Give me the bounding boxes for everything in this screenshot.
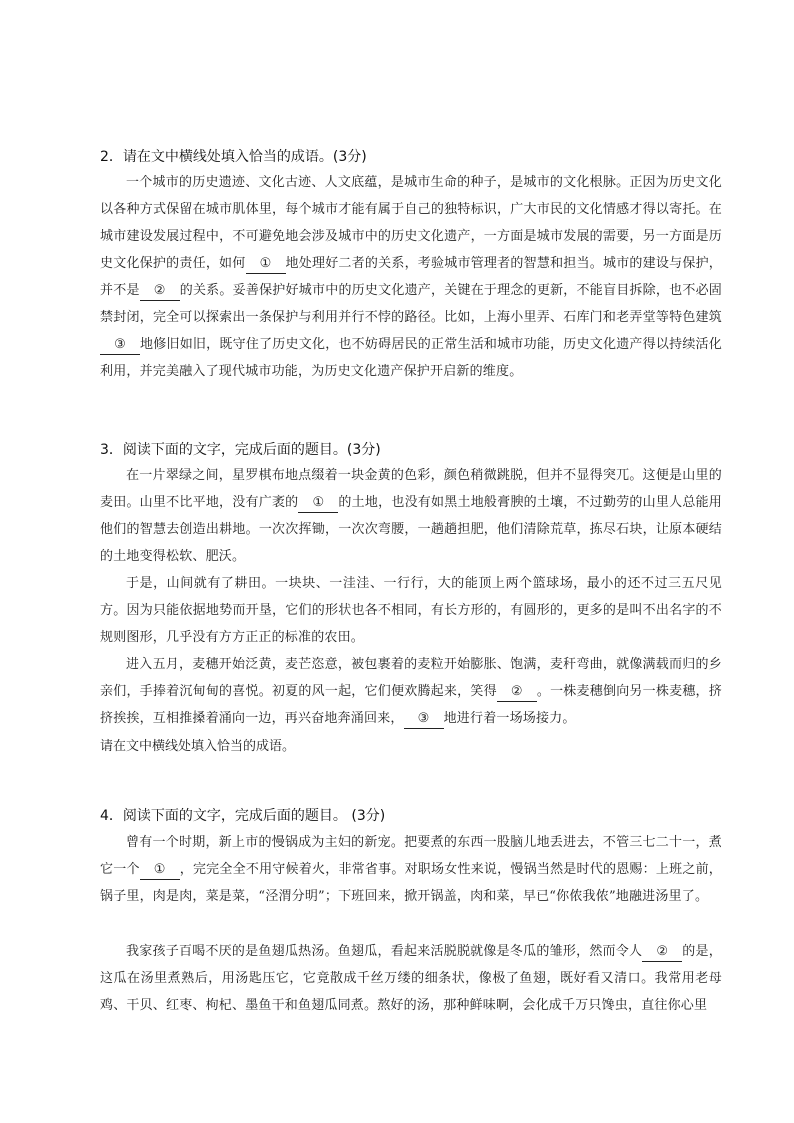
passage-text: 。一株麦穗倒向另一株麦穗，挤挤挨挨，互相推搡着涌向一边，再兴奋地奔涌回来， (100, 684, 722, 726)
passage-text: 进入五月，麦穗开始泛黄，麦芒恣意，被包裹着的麦粒开始膨胀、饱满，麦秆弯曲，就像满载而归的乡亲们，手捧着沉甸甸的喜悦。初夏的风一起，它们便欢腾起来，笑得 (100, 657, 722, 699)
question-2-passage (100, 169, 722, 385)
question-4-passage-p2 (100, 938, 722, 1019)
fill-blank-1[interactable]: ① (298, 494, 338, 513)
question-3-passage-p2: 于是，山间就有了耕田。一块块、一洼洼、一行行，大的能顶上两个篮球场，最小的还不过三五尺见方。因为只能依据地势而开垦，它们的形状也各不相同，有长方形的，有圆形的，更多的是叫不出名字的不规则图形，几乎没有方方正正的标准的农田。 (100, 576, 722, 645)
passage-text: 在一片翠绿之间，星罗棋布地点缀着一块金黄的色彩，颜色稍微跳脱，但并不显得突兀。这便是山里的麦田。山里不比平地，没有广袤的 (100, 468, 722, 510)
question-4-title: 4．阅读下面的文字，完成后面的题目。 (3分) (100, 808, 386, 824)
fill-blank-2[interactable]: ② (642, 943, 682, 962)
passage-text: 地处理好二者的关系，考验城市管理者的智慧和担当。城市的建设与保护，并不是 (100, 256, 722, 298)
question-3-title: 3．阅读下面的文字，完成后面的题目。(3分) (100, 442, 381, 458)
passage-text: 的关系。妥善保护好城市中的历史文化遗产，关键在于理念的更新，不能盲目拆除，也不必固禁封闭，完全可以探索出一条保护与利用并行不悖的路径。比如，上海小里弄、石库门和老弄堂等特色建筑 (100, 283, 722, 325)
fill-blank-3[interactable]: ③ (404, 710, 444, 729)
question-3-passage-p1 (100, 462, 722, 570)
passage-text: 曾有一个时期，新上市的慢锅成为主妇的新宠。把要煮的东西一股脑儿地丢进去，不管三七二十一，煮它一个 (100, 835, 722, 877)
question-4-passage-p1 (100, 829, 722, 910)
passage-text: 一个城市的历史遗迹、文化古迹、人文底蕴，是城市生命的种子，是城市的文化根脉。正因为历史文化以各种方式保留在城市肌体里，每个城市才能有属于自己的独特标识，广大市民的文化情感才得以寄托。在城市建设发展过程中，不可避免地会涉及城市中的历史文化遗产，一方面是城市发展的需要，另一方面是历史文化保护的责任，如何 (100, 175, 722, 271)
passage-text: 的土地，也没有如黑土地般膏腴的土壤，不过勤劳的山里人总能用他们的智慧去创造出耕地。一次次挥锄，一次次弯腰，一趟趟担肥，他们清除荒草，拣尽石块，让原本硬结的土地变得松软、肥沃。 (100, 495, 722, 564)
question-3-passage-p3 (100, 651, 722, 732)
fill-blank-1[interactable]: ① (140, 861, 180, 880)
fill-blank-1[interactable]: ① (246, 255, 286, 274)
passage-text: ，完完全全不用守候着火，非常省事。对职场女性来说，慢锅当然是时代的恩赐：上班之前，锅子里，肉是肉，菜是菜，“泾渭分明”；下班回来，掀开锅盖，肉和菜，早已“你侬我侬”地融进汤里了。 (100, 862, 722, 904)
fill-blank-2[interactable]: ② (140, 282, 180, 301)
passage-text: 地修旧如旧，既守住了历史文化，也不妨碍居民的正常生活和城市功能，历史文化遗产得以持续活化利用，并完美融入了现代城市功能，为历史文化遗产保护开启新的维度。 (100, 337, 722, 379)
passage-text: 地进行着一场场接力。 (443, 711, 576, 726)
passage-text: 的是，这瓜在汤里煮熟后，用汤匙压它，它竟散成千丝万缕的细条状，像极了鱼翅，既好看又清口。我常用老母鸡、干贝、红枣、枸杞、墨鱼干和鱼翅瓜同煮。熬好的汤，那种鲜味啊，会化成千万只馋虫，直往你心里 (100, 944, 722, 1013)
fill-blank-2[interactable]: ② (497, 683, 537, 702)
question-2-title: 2．请在文中横线处填入恰当的成语。(3分) (100, 149, 367, 165)
question-3-instruction: 请在文中横线处填入恰当的成语。 (100, 739, 296, 754)
passage-text: 我家孩子百喝不厌的是鱼翅瓜热汤。鱼翅瓜，看起来活脱脱就像是冬瓜的雏形，然而令人 (126, 944, 643, 959)
fill-blank-3[interactable]: ③ (100, 336, 140, 355)
